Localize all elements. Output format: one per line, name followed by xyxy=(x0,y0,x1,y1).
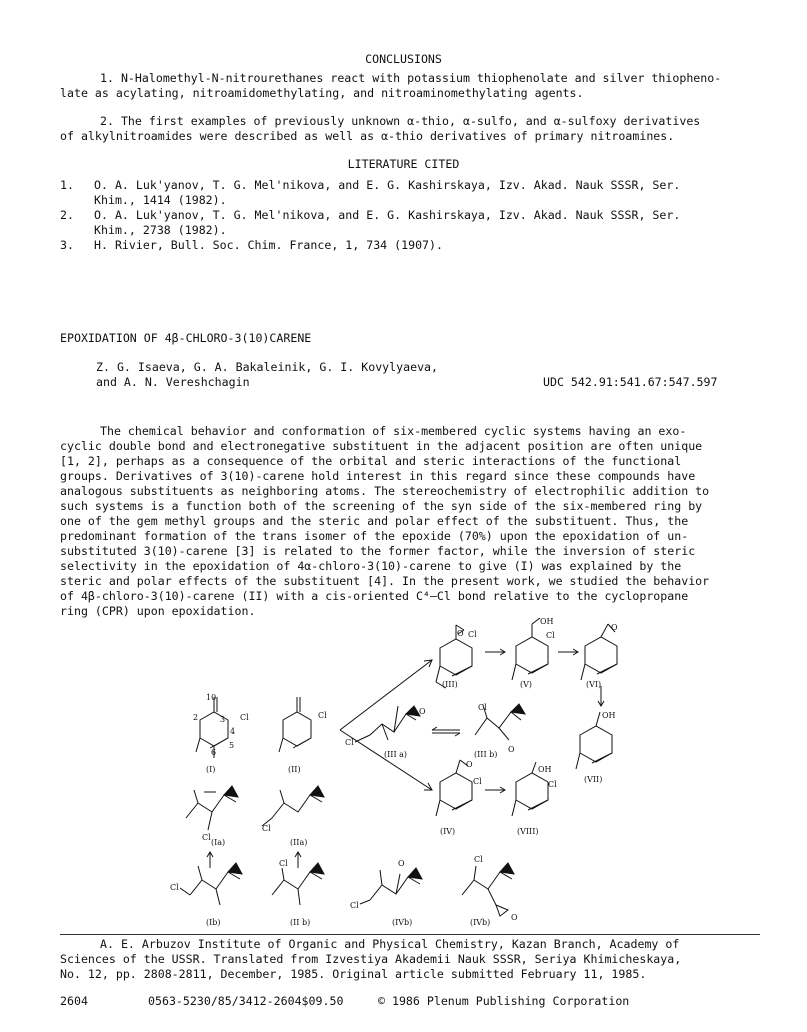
conclusion-2-line-2: of alkylnitroamides were described as well as α-thio derivatives of primary nitroamines. xyxy=(60,129,675,143)
ref-number: 1. xyxy=(60,178,74,192)
body-line: predominant formation of the trans isomer of the epoxide (70%) upon the epoxidation of un- xyxy=(60,529,689,543)
label-IIIa: (III a) xyxy=(384,750,408,759)
atom-number: 6 xyxy=(211,748,217,757)
structure-IVb xyxy=(360,868,422,904)
structure-V xyxy=(512,618,548,680)
conclusions-heading: CONCLUSIONS xyxy=(365,52,442,66)
label-III: (III) xyxy=(442,680,458,689)
literature-heading: LITERATURE CITED xyxy=(347,157,460,171)
label-IVb: (IVb) xyxy=(392,918,413,927)
label-Ib: (Ib) xyxy=(206,918,221,927)
ref-line: O. A. Luk'yanov, T. G. Mel'nikova, and E. G. Kashirskaya, Izv. Akad. Nauk SSSR, Ser. xyxy=(94,208,681,222)
atom-oh: OH xyxy=(602,711,616,720)
ref-line: Khim., 2738 (1982). xyxy=(94,223,227,237)
atom-cl: Cl xyxy=(468,630,477,639)
atom-oh: OH xyxy=(540,617,554,626)
atom-number: 4 xyxy=(230,727,236,736)
atom-o: O xyxy=(466,760,473,769)
structure-IIa xyxy=(262,786,324,826)
label-VII: (VII) xyxy=(584,775,603,784)
atom-cl: Cl xyxy=(262,824,271,833)
authors-line-1: Z. G. Isaeva, G. A. Bakaleinik, G. I. Kovylyaeva, xyxy=(96,360,439,374)
body-line: ring (CPR) upon epoxidation. xyxy=(60,604,256,618)
affiliation-line-2: Sciences of the USSR. Translated from Izvestiya Akademii Nauk SSSR, Seriya Khimicheskaya, xyxy=(60,952,682,966)
atom-o: O xyxy=(457,629,464,638)
label-Ia: (Ia) xyxy=(211,838,226,847)
body-line: such systems is a function both of the screening of the syn side of the six-membered ring by xyxy=(60,499,703,513)
structure-VII xyxy=(576,712,612,769)
atom-cl: Cl xyxy=(350,901,359,910)
atom-cl: Cl xyxy=(473,777,482,786)
atom-o: O xyxy=(511,913,518,922)
atom-cl: Cl xyxy=(548,780,557,789)
label-IVb-prime: (IVb) xyxy=(470,918,491,927)
copyright: © 1986 Plenum Publishing Corporation xyxy=(378,994,630,1008)
footnote-rule xyxy=(60,934,760,935)
atom-cl: Cl xyxy=(170,883,179,892)
atom-cl: Cl xyxy=(345,738,354,747)
label-II: (II) xyxy=(288,765,301,774)
atom-cl: Cl xyxy=(279,859,288,868)
ref-number: 3. xyxy=(60,238,74,252)
label-V: (V) xyxy=(520,680,533,689)
body-line: analogous substituents as neighboring atoms. The stereochemistry of electrophilic addition to xyxy=(60,484,710,498)
atom-o: O xyxy=(508,745,515,754)
label-VI: (VI) xyxy=(586,680,602,689)
label-IIa: (IIa) xyxy=(290,838,308,847)
body-line: groups. Derivatives of 3(10)-carene hold interest in this regard since these compounds have xyxy=(60,469,696,483)
atom-cl: Cl xyxy=(202,833,211,842)
page-number: 2604 xyxy=(60,994,88,1008)
atom-o: O xyxy=(611,623,618,632)
body-line: cyclic double bond and electronegative substituent in the adjacent position are often unique xyxy=(60,439,703,453)
atom-cl: Cl xyxy=(546,631,555,640)
atom-number: 10 xyxy=(206,693,217,702)
ref-line: Khim., 1414 (1982). xyxy=(94,193,227,207)
body-line: of 4β-chloro-3(10)-carene (II) with a cis-oriented C⁴—Cl bond relative to the cyclopropane xyxy=(60,589,689,603)
atom-cl: Cl xyxy=(474,855,483,864)
structure-IVb-prime xyxy=(462,863,514,916)
affiliation-line-1: A. E. Arbuzov Institute of Organic and Physical Chemistry, Kazan Branch, Academy of xyxy=(100,937,680,951)
ref-line: O. A. Luk'yanov, T. G. Mel'nikova, and E. G. Kashirskaya, Izv. Akad. Nauk SSSR, Ser. xyxy=(94,178,681,192)
udc-code: UDC 542.91:541.67:547.597 xyxy=(543,375,718,389)
atom-number: 3 xyxy=(220,715,226,724)
structure-VI xyxy=(581,624,617,680)
body-line: substituted 3(10)-carene [3] is related to the former factor, while the inversion of steric xyxy=(60,544,696,558)
label-IIIb: (III b) xyxy=(474,750,498,759)
atom-number: 2 xyxy=(193,713,199,722)
body-line: one of the gem methyl groups and the steric and polar effect of the substituent. Thus, the xyxy=(60,514,689,528)
atom-cl: Cl xyxy=(318,711,327,720)
body-line: steric and polar effects of the substituent [4]. In the present work, we studied the behavior xyxy=(60,574,710,588)
conclusion-1-line-2: late as acylating, nitroamidomethylating, and nitroaminomethylating agents. xyxy=(60,86,584,100)
label-IV: (IV) xyxy=(440,827,456,836)
conclusion-2-line-1: 2. The first examples of previously unknown α-thio, α-sulfo, and α-sulfoxy derivatives xyxy=(100,114,701,128)
journal-code: 0563-5230/85/3412-2604$09.50 xyxy=(148,994,344,1008)
ref-line: H. Rivier, Bull. Soc. Chim. France, 1, 734 (1907). xyxy=(94,238,444,252)
atom-cl: Cl xyxy=(240,713,249,722)
article-title: EPOXIDATION OF 4β-CHLORO-3(10)CARENE xyxy=(60,331,312,345)
conclusion-1-line-1: 1. N-Halomethyl-N-nitrourethanes react with potassium thiophenolate and silver thiopheno- xyxy=(100,71,722,85)
authors-line-2: and A. N. Vereshchagin xyxy=(96,375,250,389)
affiliation-line-3: No. 12, pp. 2808-2811, December, 1985. Original article submitted February 11, 1985. xyxy=(60,967,647,981)
structure-IIb xyxy=(272,863,324,905)
body-line: The chemical behavior and conformation of six-membered cyclic systems having an exo- xyxy=(100,424,687,438)
structure-Ia xyxy=(186,786,238,830)
body-line: [1, 2], perhaps as a consequence of the orbital and steric interactions of the functional xyxy=(60,454,682,468)
atom-cl: Cl xyxy=(478,703,487,712)
atom-o: O xyxy=(398,859,405,868)
structure-Ib xyxy=(180,863,242,905)
ref-number: 2. xyxy=(60,208,74,222)
atom-oh: OH xyxy=(538,765,552,774)
label-I: (I) xyxy=(206,765,216,774)
structure-II xyxy=(279,697,311,752)
atom-number: 5 xyxy=(229,741,235,750)
atom-o: O xyxy=(419,707,426,716)
structure-III xyxy=(436,625,472,688)
label-IIb: (II b) xyxy=(290,918,311,927)
body-line: selectivity in the epoxidation of 4α-chloro-3(10)-carene to give (I) was explained by the xyxy=(60,559,682,573)
label-VIII: (VIII) xyxy=(517,827,539,836)
